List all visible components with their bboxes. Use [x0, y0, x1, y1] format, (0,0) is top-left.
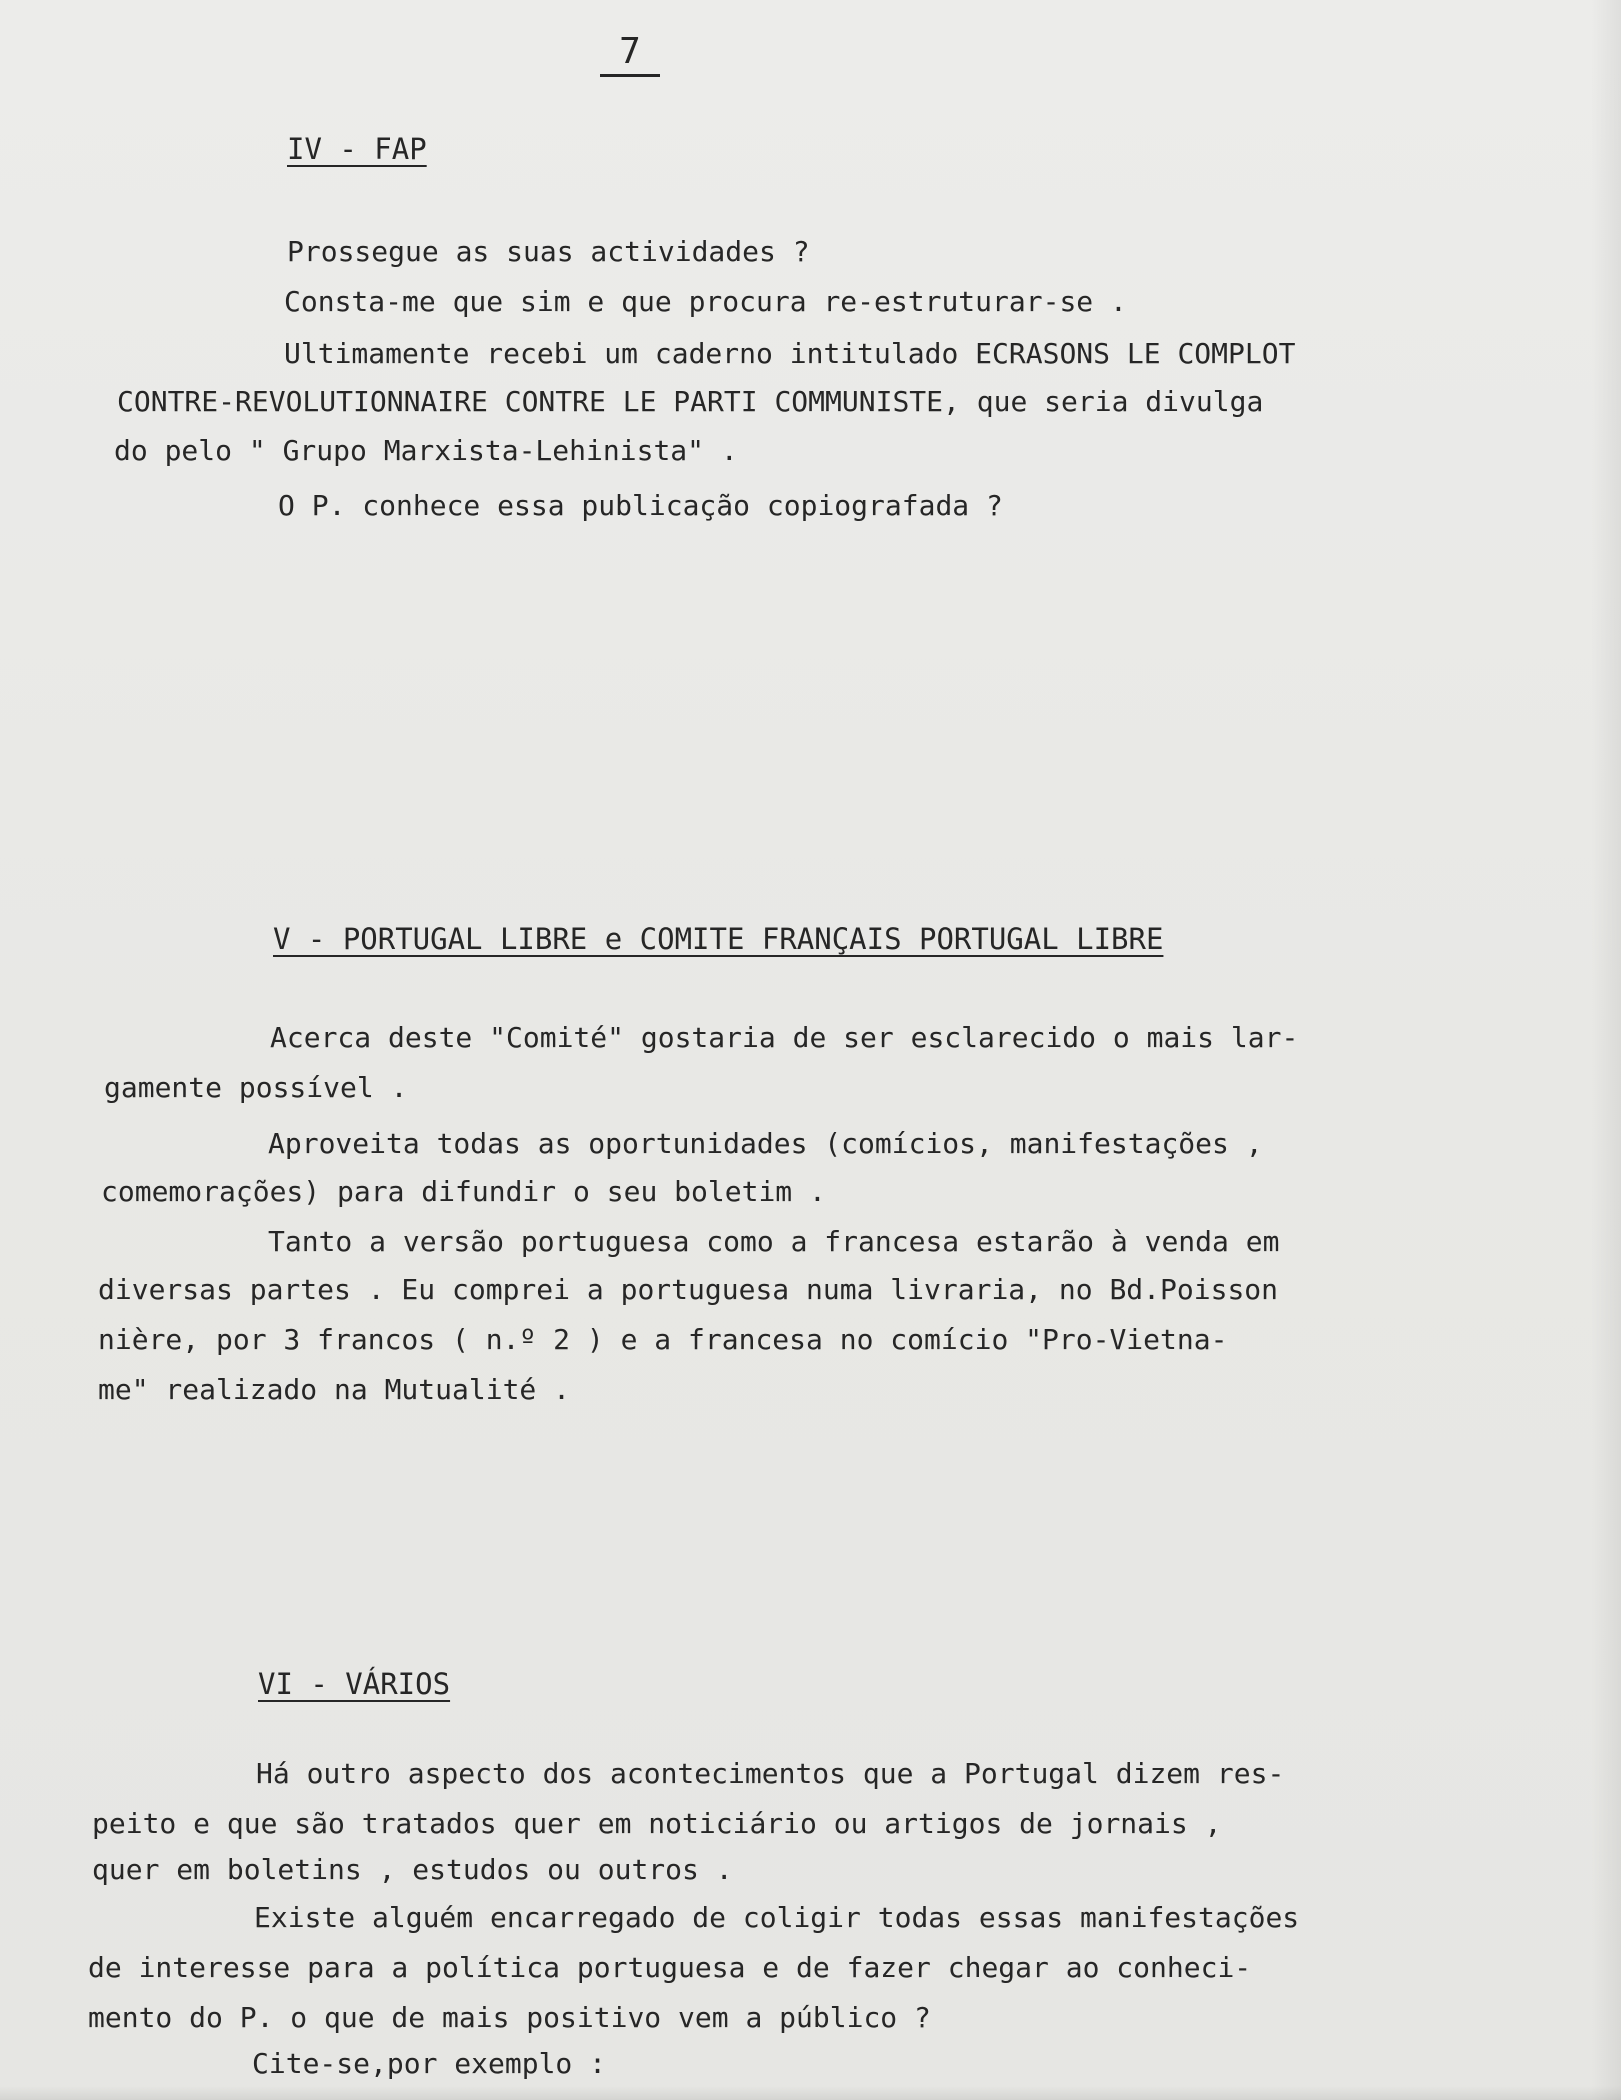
text-line: Há outro aspecto dos acontecimentos que a Portugal dizem res-	[256, 1757, 1285, 1790]
text-line: comemorações) para difundir o seu boletim .	[101, 1175, 826, 1208]
text-line: O P. conhece essa publicação copiografada ?	[278, 489, 1003, 522]
text-line: do pelo " Grupo Marxista-Lehinista" .	[114, 434, 738, 467]
text-line: Cite-se,por exemplo :	[252, 2047, 607, 2080]
text-line: Acerca deste "Comité" gostaria de ser esclarecido o mais lar-	[270, 1021, 1299, 1054]
text-line: me" realizado na Mutualité .	[98, 1373, 571, 1406]
text-line: Tanto a versão portuguesa como a francesa estarão à venda em	[268, 1225, 1280, 1258]
text-line: Aproveita todas as oportunidades (comícios, manifestações ,	[268, 1127, 1263, 1160]
text-line: nière, por 3 francos ( n.º 2 ) e a francesa no comício "Pro-Vietna-	[98, 1323, 1228, 1356]
text-line: Prossegue as suas actividades ?	[287, 235, 810, 268]
section-heading-varios: VI - VÁRIOS	[258, 1667, 451, 1701]
text-line: quer em boletins , estudos ou outros .	[92, 1853, 733, 1886]
text-line: de interesse para a política portuguesa e de fazer chegar ao conheci-	[88, 1951, 1252, 1984]
text-line: diversas partes . Eu comprei a portuguesa numa livraria, no Bd.Poisson	[98, 1273, 1279, 1306]
text-line: Ultimamente recebi um caderno intitulado ECRASONS LE COMPLOT	[284, 337, 1296, 370]
text-line: Consta-me que sim e que procura re-estruturar-se .	[284, 285, 1127, 318]
section-heading-portugal-libre: V - PORTUGAL LIBRE e COMITE FRANÇAIS PORTUGAL LIBRE	[273, 922, 1164, 956]
section-heading-fap: IV - FAP	[287, 132, 427, 166]
text-line: gamente possível .	[104, 1071, 408, 1104]
text-line: peito e que são tratados quer em noticiário ou artigos de jornais ,	[92, 1807, 1222, 1840]
paper-edge-shadow	[1591, 0, 1621, 2100]
paper-bottom-edge	[0, 2086, 1621, 2100]
text-line: CONTRE-REVOLUTIONNAIRE CONTRE LE PARTI COMMUNISTE, que seria divulga	[117, 385, 1264, 418]
text-line: mento do P. o que de mais positivo vem a público ?	[88, 2001, 931, 2034]
text-line: Existe alguém encarregado de coligir todas essas manifestações	[254, 1901, 1300, 1934]
page-number: 7	[600, 30, 660, 77]
